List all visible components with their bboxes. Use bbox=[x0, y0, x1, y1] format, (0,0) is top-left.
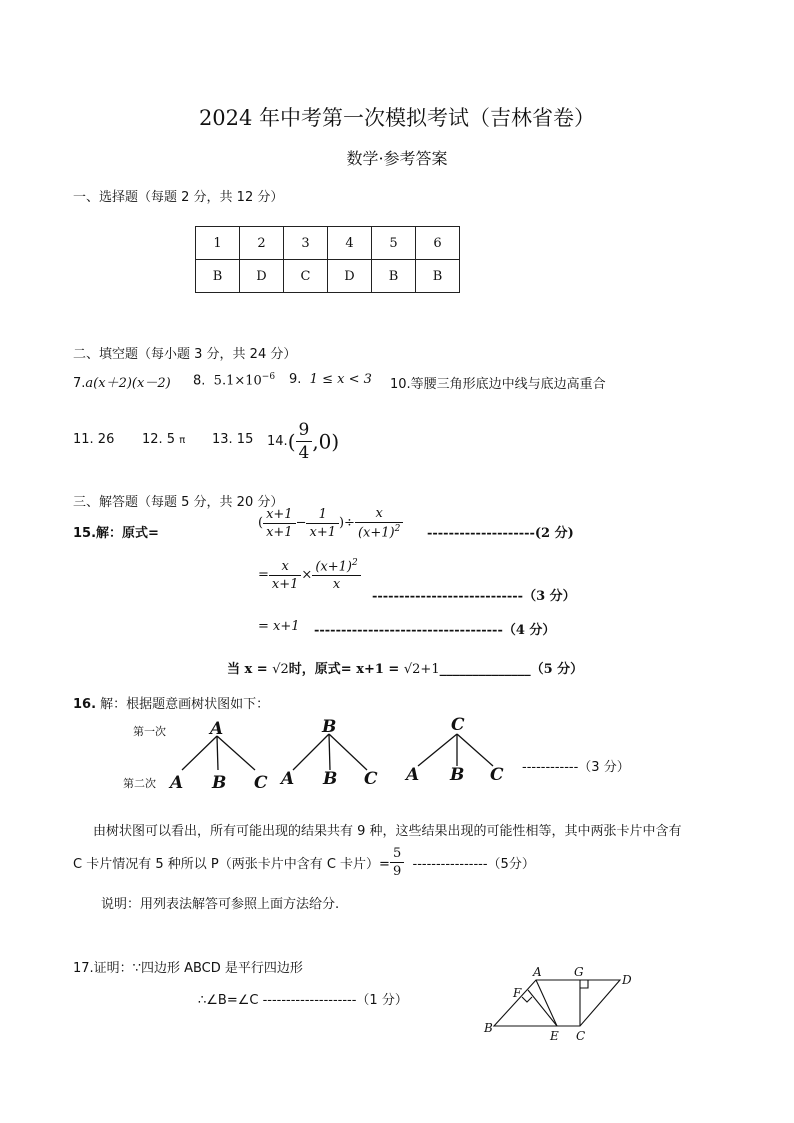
section-1-heading: 一、选择题（每题 2 分，共 12 分） bbox=[73, 190, 284, 205]
q14-open-paren: ( bbox=[287, 429, 296, 454]
q16-probability-fraction bbox=[390, 846, 404, 879]
tree-branch bbox=[329, 734, 330, 770]
q8-base: 5.1×10 bbox=[213, 373, 262, 389]
q15-line2 bbox=[258, 558, 361, 592]
point-label-c: C bbox=[576, 1029, 586, 1043]
q15-when: 当 x = bbox=[227, 662, 268, 677]
q15-frac-2 bbox=[306, 507, 339, 540]
fraction-numerator: 1 bbox=[306, 507, 339, 524]
q14-fraction bbox=[296, 420, 313, 463]
tree-leaf: C bbox=[364, 769, 378, 789]
table-cell: 4 bbox=[328, 227, 372, 260]
q17-line1: 17.证明：∵四边形 ABCD 是平行四边形 bbox=[73, 961, 303, 976]
page-subtitle: 数学·参考答案 bbox=[346, 149, 448, 168]
tree-leaf: A bbox=[281, 769, 295, 789]
tree-root-b: B bbox=[322, 717, 337, 737]
fraction-numerator: 5 bbox=[390, 846, 404, 863]
q7-answer bbox=[73, 372, 171, 391]
q16-score-1: ------------（3 分） bbox=[522, 760, 630, 775]
q12-label: 12. 5 bbox=[142, 432, 176, 447]
table-cell: B bbox=[416, 260, 460, 293]
tree-root-a: A bbox=[210, 719, 224, 739]
q9-expr: 1 ≤ x < 3 bbox=[309, 372, 372, 387]
section-2-heading: 二、填空题（每小题 3 分，共 24 分） bbox=[73, 347, 297, 362]
q8-answer bbox=[193, 372, 275, 388]
q15-score-3: -----------------------------------（4 分） bbox=[314, 623, 556, 638]
fraction-denominator: x bbox=[332, 577, 341, 593]
tree-row-1-label: 第一次 bbox=[133, 725, 166, 738]
fraction-numerator: x+1 bbox=[263, 507, 296, 524]
q12-answer bbox=[142, 432, 185, 447]
tree-branch bbox=[329, 734, 367, 770]
fraction-numerator: (x+1) bbox=[315, 559, 352, 575]
point-label-e: E bbox=[550, 1029, 559, 1043]
fraction-exponent: 2 bbox=[351, 558, 358, 568]
q10-answer: 10.等腰三角形底边中线与底边高重合 bbox=[390, 377, 606, 392]
q15-score-4: ______________（5 分） bbox=[439, 662, 584, 677]
q15-plus-one: +1 bbox=[420, 662, 440, 677]
q14-denominator: 4 bbox=[298, 443, 310, 463]
tree-leaf: C bbox=[490, 765, 504, 785]
fraction-exponent: 2 bbox=[394, 524, 401, 534]
q16-para-line2-text: C 卡片情况有 5 种所以 P（两张卡片中含有 C 卡片）= bbox=[73, 857, 390, 872]
probability-tree-diagram bbox=[160, 700, 520, 800]
section-3-heading: 三、解答题（每题 5 分，共 20 分） bbox=[73, 495, 284, 510]
q15-sqrt: √2 bbox=[272, 662, 289, 677]
point-label-f: F bbox=[513, 986, 522, 1000]
fraction-denominator: x+1 bbox=[309, 524, 336, 540]
fraction-denominator: x+1 bbox=[271, 576, 299, 592]
q8-label: 8. bbox=[193, 373, 206, 389]
fraction-denominator: 9 bbox=[392, 864, 402, 879]
tree-branch bbox=[418, 734, 457, 766]
q15-sqrt-2: √2 bbox=[403, 662, 421, 677]
table-cell: B bbox=[196, 260, 240, 293]
q9-answer bbox=[289, 372, 372, 387]
point-label-b: B bbox=[484, 1021, 493, 1035]
q11-answer: 11. 26 bbox=[73, 432, 115, 447]
point-label-g: G bbox=[574, 965, 584, 979]
q7-rest: (x＋2)(x－2) bbox=[93, 376, 171, 391]
q15-minus: − bbox=[295, 515, 307, 531]
tree-branch bbox=[293, 734, 329, 770]
table-cell: 3 bbox=[284, 227, 328, 260]
tree-branch bbox=[457, 734, 493, 766]
tree-leaf: C bbox=[254, 773, 268, 793]
fraction-numerator: x bbox=[355, 506, 403, 523]
q15-close-divide: )÷ bbox=[338, 515, 355, 531]
q15-line4 bbox=[227, 658, 583, 677]
right-angle-mark-g bbox=[580, 980, 588, 988]
tree-root-c: C bbox=[451, 715, 465, 735]
tree-leaf: B bbox=[450, 765, 465, 785]
q14-numerator: 9 bbox=[296, 420, 313, 442]
table-cell: 6 bbox=[416, 227, 460, 260]
table-cell: D bbox=[240, 260, 284, 293]
q15-times: × bbox=[301, 567, 313, 583]
tree-leaf: B bbox=[323, 769, 338, 789]
q12-pi: π bbox=[179, 435, 186, 446]
fraction-denominator: x+1 bbox=[266, 524, 293, 540]
q15-line1 bbox=[258, 506, 403, 540]
parallelogram-figure bbox=[480, 962, 640, 1046]
right-angle-mark-f bbox=[522, 997, 532, 1002]
q14-close: ,0) bbox=[312, 429, 340, 454]
q15-open-paren: ( bbox=[258, 515, 264, 531]
table-cell: 1 bbox=[196, 227, 240, 260]
fraction-numerator: x bbox=[269, 559, 302, 576]
q15-score-1: --------------------(2 分) bbox=[427, 526, 574, 541]
q15-frac-4 bbox=[269, 559, 302, 592]
q14-answer bbox=[267, 420, 339, 463]
tree-row-2-label: 第二次 bbox=[123, 777, 156, 790]
q16-score-2: ----------------（5分） bbox=[412, 857, 535, 872]
tree-leaf: A bbox=[170, 773, 184, 793]
tree-branch bbox=[217, 736, 255, 770]
answer-table-answers-row bbox=[196, 260, 460, 293]
q16-para-line1: 由树状图可以看出，所有可能出现的结果共有 9 种，这些结果出现的可能性相等，其中两张卡片中含有 bbox=[93, 824, 682, 839]
q15-score-2: ----------------------------（3 分） bbox=[372, 589, 576, 604]
q15-frac-5 bbox=[312, 558, 360, 592]
fraction-denominator: (x+1) bbox=[357, 525, 395, 541]
answer-table-numbers-row bbox=[196, 227, 460, 260]
q7-a: a bbox=[85, 376, 94, 391]
tree-branch bbox=[217, 736, 218, 770]
q13-answer: 13. 15 bbox=[212, 432, 254, 447]
q16-intro: 16. 解：根据题意画树状图如下： bbox=[73, 697, 270, 712]
q15-line3: = x+1 bbox=[258, 619, 300, 634]
q15-frac-1 bbox=[263, 507, 296, 540]
point-label-d: D bbox=[622, 973, 632, 987]
page-title: 2024 年中考第一次模拟考试（吉林省卷） bbox=[198, 106, 596, 130]
q15-frac-3 bbox=[355, 506, 403, 540]
q15-result: 时，原式= x+1 = bbox=[288, 662, 400, 677]
table-cell: B bbox=[372, 260, 416, 293]
q16-note: 说明：用列表法解答可参照上面方法给分. bbox=[101, 897, 340, 912]
q15-label: 15.解：原式= bbox=[73, 526, 159, 541]
tree-branch bbox=[182, 736, 217, 770]
table-cell: C bbox=[284, 260, 328, 293]
q15-equals: = bbox=[258, 567, 269, 583]
table-cell: D bbox=[328, 260, 372, 293]
answer-table bbox=[195, 226, 460, 293]
q16-intro-body: 解：根据题意画树状图如下： bbox=[100, 697, 270, 712]
tree-leaf: B bbox=[212, 773, 227, 793]
point-label-a: A bbox=[533, 965, 542, 979]
table-cell: 2 bbox=[240, 227, 284, 260]
q16-para-line2 bbox=[73, 846, 535, 879]
q9-label: 9. bbox=[289, 372, 302, 387]
q14-label: 14. bbox=[267, 434, 288, 449]
table-cell: 5 bbox=[372, 227, 416, 260]
q8-exponent: −6 bbox=[261, 372, 276, 382]
q7-label: 7. bbox=[73, 376, 86, 391]
q17-line2: ∴∠B=∠C --------------------（1 分） bbox=[198, 993, 408, 1008]
tree-leaf: A bbox=[406, 765, 420, 785]
